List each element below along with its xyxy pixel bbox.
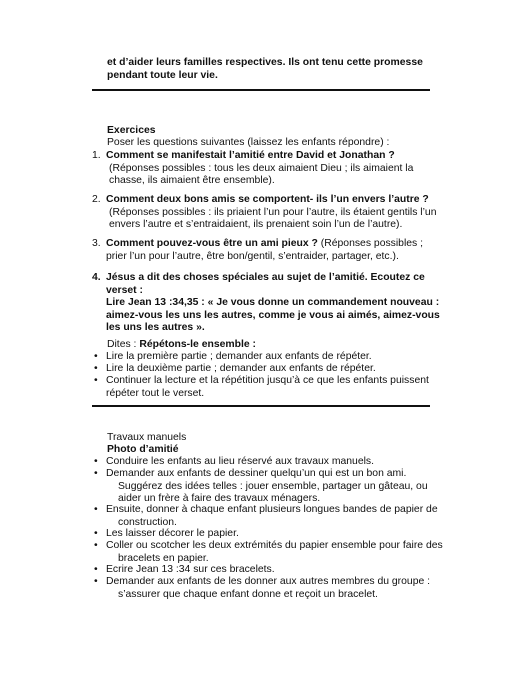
answer-line: chasse, ils aimaient être ensemble). — [109, 175, 275, 187]
craft-step-line: Suggérez des idées telles : jouer ensemble, partager un gâteau, ou — [118, 480, 428, 492]
craft-step — [106, 504, 436, 529]
bullet-icon: • — [94, 504, 98, 515]
craft-step-line: Demander aux enfants de dessiner quelqu’un qui est un bon ami. — [106, 468, 407, 479]
section-divider — [92, 89, 430, 91]
question-1 — [106, 150, 436, 188]
craft-step — [106, 528, 436, 541]
verse-line: Lire Jean 13 :34,35 : « Je vous donne un commandement nouveau : — [106, 297, 440, 309]
dites-prefix: Dites : — [107, 339, 140, 350]
craft-step-line: aider un frère à faire des travaux ménagers. — [118, 493, 321, 505]
bullet-icon: • — [94, 375, 98, 386]
bullet-icon: • — [94, 576, 98, 587]
craft-step-line: bracelets en papier. — [118, 552, 209, 564]
question-text: Comment deux bons amis se comportent- ils l’un envers l’autre ? — [106, 194, 429, 205]
dites-instruction: Répétons-le ensemble : — [139, 339, 256, 350]
answer-inline: (Réponses possibles ; — [317, 238, 424, 249]
craft-step — [106, 564, 436, 577]
exercices-heading: Exercices — [107, 125, 156, 136]
bullet-icon: • — [94, 351, 98, 362]
craft-step-line: Ensuite, donner à chaque enfant plusieurs longues bandes de papier de — [106, 504, 438, 515]
craft-step-line: s’assurer que chaque enfant donne et reçoit un bracelet. — [118, 588, 378, 600]
verse-line: verset : — [106, 284, 143, 296]
verse-line: aimez-vous les uns les autres, comme je vous ai aimés, aimez-vous — [106, 309, 440, 321]
bullet-icon: • — [94, 540, 98, 551]
craft-step — [106, 456, 436, 469]
travaux-heading: Travaux manuels — [107, 432, 187, 443]
answer-line: (Réponses possibles : tous les deux aimaient Dieu ; ils aimaient la — [109, 162, 414, 174]
question-number: 4. — [92, 272, 101, 283]
craft-step-line: Ecrire Jean 13 :34 sur ces bracelets. — [106, 564, 275, 575]
craft-step-line: Demander aux enfants de les donner aux autres membres du groupe : — [106, 576, 431, 587]
answer-line: (Réponses possibles : ils priaient l’un pour l’autre, ils étaient gentils l’un — [109, 206, 437, 218]
answer-line: prier l’un pour l’autre, être bon/gentil, s’entraider, partager, etc.). — [106, 250, 399, 262]
craft-step-line: Coller ou scotcher les deux extrémités du papier ensemble pour faire des — [106, 540, 443, 551]
bullet-line: Continuer la lecture et la répétition jusqu’à ce que les enfants puissent — [106, 375, 429, 386]
question-number: 3. — [92, 238, 101, 249]
question-4 — [106, 272, 440, 335]
craft-step — [106, 468, 436, 506]
section-divider — [92, 405, 430, 407]
craft-step-line: Conduire les enfants au lieu réservé aux travaux manuels. — [106, 456, 374, 467]
question-3 — [106, 238, 436, 263]
bullet-item: Lire la deuxième partie ; demander aux enfants de répéter. — [106, 363, 376, 374]
bullet-item: Lire la première partie ; demander aux enfants de répéter. — [106, 351, 372, 362]
verse-line: les uns les autres ». — [106, 322, 205, 334]
question-number: 1. — [92, 150, 101, 161]
answer-line: envers l’autre et s’entraidaient, ils prenaient soin l’un de l’autre). — [109, 219, 403, 231]
travaux-subheading: Photo d’amitié — [107, 444, 179, 455]
question-text: Comment se manifestait l’amitié entre David et Jonathan ? — [106, 150, 395, 161]
question-text: Comment pouvez-vous être un ami pieux ? — [106, 238, 318, 249]
bullet-line: répéter tout le verset. — [106, 387, 205, 399]
bullet-icon: • — [94, 528, 98, 539]
bullet-icon: • — [94, 363, 98, 374]
craft-step — [106, 540, 443, 565]
dites-line — [107, 339, 256, 352]
bullet-icon: • — [94, 468, 98, 479]
craft-step-line: construction. — [118, 516, 177, 528]
craft-step — [106, 576, 436, 601]
bullet-icon: • — [94, 456, 98, 467]
bullet-item — [106, 375, 436, 400]
question-number: 2. — [92, 194, 101, 205]
verse-line: Jésus a dit des choses spéciales au sujet de l’amitié. Ecoutez ce — [106, 272, 425, 283]
question-2 — [106, 194, 436, 232]
bullet-icon: • — [94, 564, 98, 575]
intro-line-1: et d’aider leurs familles respectives. Ils ont tenu cette promesse — [107, 57, 423, 68]
intro-line-2: pendant toute leur vie. — [107, 70, 218, 81]
exercices-instruction: Poser les questions suivantes (laissez les enfants répondre) : — [107, 137, 390, 148]
craft-step-line: Les laisser décorer le papier. — [106, 528, 239, 539]
